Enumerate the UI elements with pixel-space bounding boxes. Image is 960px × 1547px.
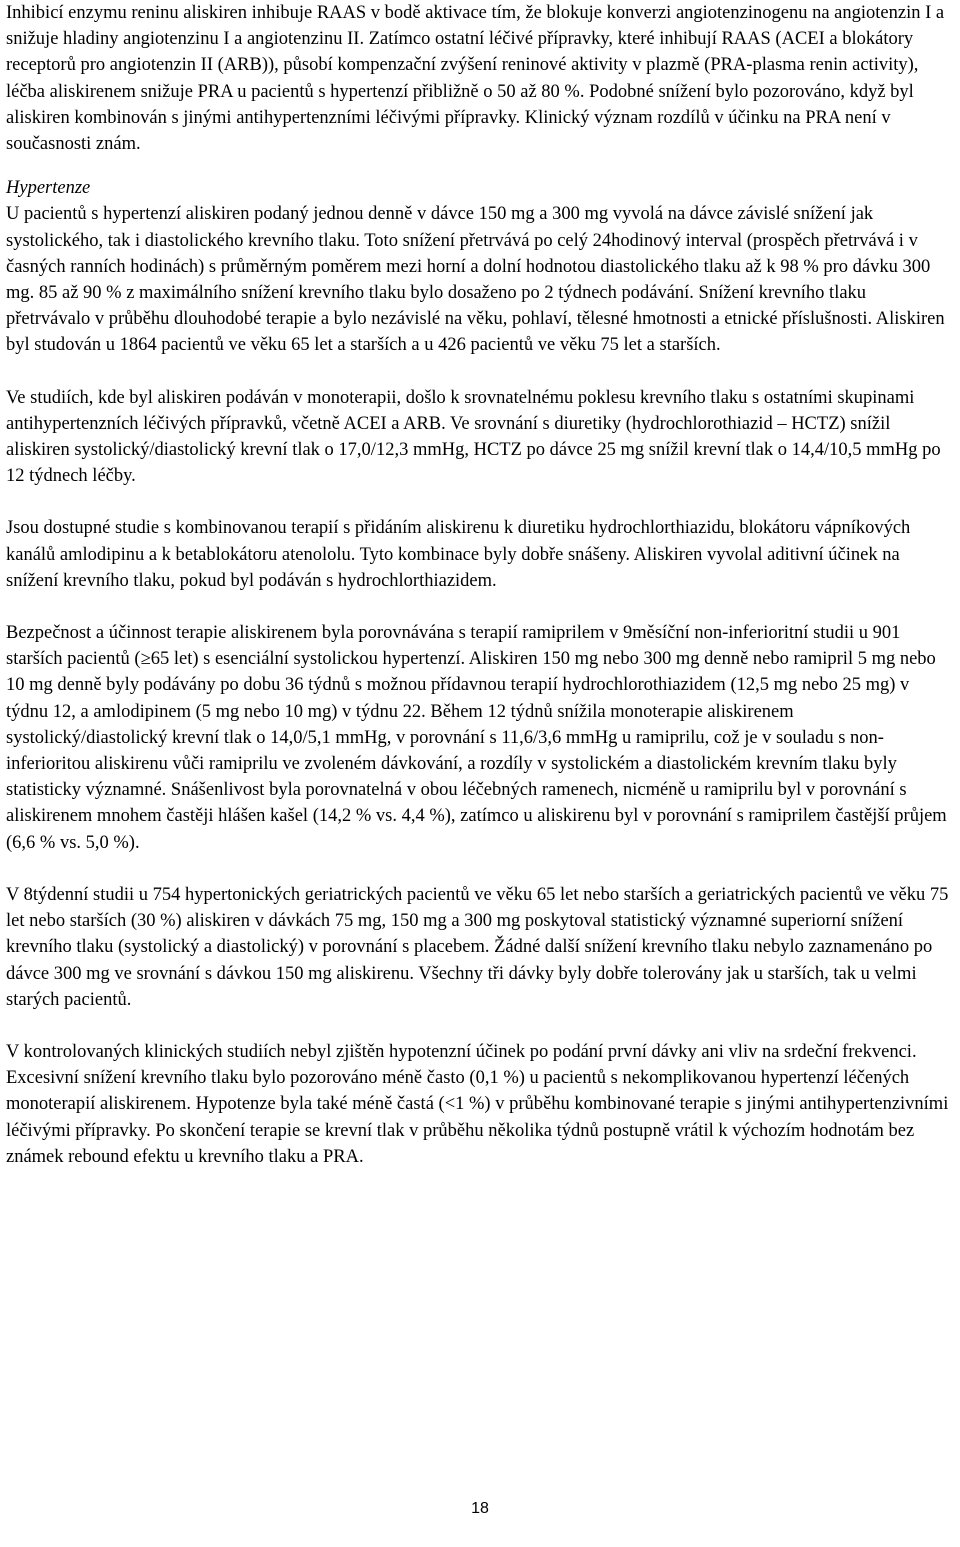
- spacer: [6, 157, 954, 175]
- spacer: [6, 489, 954, 515]
- page-number: 18: [471, 1500, 489, 1517]
- paragraph-hypertension-dosing: U pacientů s hypertenzí aliskiren podaný jednou denně v dávce 150 mg a 300 mg vyvolá na dávce závislé snížení jak systolického, tak i diastolického krevního tlaku. Toto snížení přetrvává po celý 24hodinový interval (prospěch přetrvává i v časných ranních hodinách) s průměrným poměrem mezi horní a dolní hodnotou diastolického tlaku až k 98 % pro dávku 300 mg. 85 až 90 % z maximálního snížení krevního tlaku bylo dosaženo po 2 týdnech podávání. Snížení krevního tlaku přetrvávalo v průběhu dlouhodobé terapie a bylo nezávislé na věku, pohlaví, tělesné hmotnosti a etnické příslušnosti. Aliskiren byl studován u 1864 pacientů ve věku 65 let a starších a u 426 pacientů ve věku 75 let a starších.: [6, 204, 945, 356]
- paragraph-hypotension: V kontrolovaných klinických studiích nebyl zjištěn hypotenzní účinek po podání první dávky ani vliv na srdeční frekvenci. Excesivní snížení krevního tlaku bylo pozorováno méně často (0,1 %) u pacientů s nekomplikovanou hypertenzí léčených monoterapií aliskirenem. Hypotenze byla také méně častá (<1 %) v průběhu kombinované terapie s jinými antihypertenzivními léčivými přípravky. Po skončení terapie se krevní tlak v průběhu několika týdnů postupně vrátil k výchozím hodnotám bez známek rebound efektu u krevního tlaku a PRA.: [6, 1041, 949, 1167]
- section-heading-hypertenze: Hypertenze: [6, 178, 91, 199]
- paragraph-combination: Jsou dostupné studie s kombinovanou terapií s přidáním aliskirenu k diuretiku hydrochlorthiazidu, blokátoru vápníkových kanálů amlodipinu a k betablokátoru atenololu. Tyto kombinace byly dobře snášeny. Aliskiren vyvolal aditivní účinek na snížení krevního tlaku, pokud byl podáván s hydrochlorthiazidem.: [6, 518, 911, 591]
- spacer: [6, 359, 954, 385]
- spacer: [6, 594, 954, 620]
- spacer: [6, 1013, 954, 1039]
- document-page: [6, 0, 954, 1170]
- spacer: [6, 856, 954, 882]
- paragraph-ramipril-study: Bezpečnost a účinnost terapie aliskirenem byla porovnávána s terapií ramiprilem v 9měsíční non-inferioritní studii u 901 starších pacientů (≥65 let) s esenciální systolickou hypertenzí. Aliskiren 150 mg nebo 300 mg denně nebo ramipril 5 mg nebo 10 mg denně byly podávány po dobu 36 týdnů s možnou přídavnou terapií hydrochlorothiazidem (12,5 mg nebo 25 mg) v týdnu 12, a amlodipinem (5 mg nebo 10 mg) v týdnu 22. Během 12 týdnů snížila monoterapie aliskirenem systolický/diastolický krevní tlak o 14,0/5,1 mmHg, v porovnání s 11,6/3,6 mmHg u ramiprilu, což je v souladu s non-inferioritou aliskirenu vůči ramiprilu ve zvoleném dávkování, a rozdíly v systolickém a diastolickém krevním tlaku byly statisticky významné. Snášenlivost byla porovnatelná v obou léčebných ramenech, nicméně u ramiprilu byl v porovnání s aliskirenem mnohem častěji hlášen kašel (14,2 % vs. 4,4 %), zatímco u aliskirenu byl v porovnání s ramiprilem častější průjem (6,6 % vs. 5,0 %).: [6, 623, 947, 853]
- paragraph-mechanism: Inhibicí enzymu reninu aliskiren inhibuje RAAS v bodě aktivace tím, že blokuje konverzi angiotenzinogenu na angiotenzin I a snižuje hladiny angiotenzinu I a angiotenzinu II. Zatímco ostatní léčivé přípravky, které inhibují RAAS (ACEI a blokátory receptorů pro angiotenzin II (ARB)), působí kompenzační zvýšení reninové aktivity v plazmě (PRA-plasma renin activity), léčba aliskirenem snižuje PRA u pacientů s hypertenzí přibližně o 50 až 80 %. Podobné snížení bylo pozorováno, když byl aliskiren kombinován s jinými antihypertenzními léčivými přípravky. Klinický význam rozdílů v účinku na PRA není v současnosti znám.: [6, 3, 945, 155]
- paragraph-monotherapy: Ve studiích, kde byl aliskiren podáván v monoterapii, došlo k srovnatelnému poklesu krevního tlaku s ostatními skupinami antihypertenzních léčivých přípravků, včetně ACEI a ARB. Ve srovnání s diuretiky (hydrochlorothiazid – HCTZ) snížil aliskiren systolický/diastolický krevní tlak o 17,0/12,3 mmHg, HCTZ po dávce 25 mg snížil krevní tlak o 14,4/10,5 mmHg po 12 týdnech léčby.: [6, 387, 941, 487]
- paragraph-geriatric-study: V 8týdenní studii u 754 hypertonických geriatrických pacientů ve věku 65 let nebo starších a geriatrických pacientů ve věku 75 let nebo starších (30 %) aliskiren v dávkách 75 mg, 150 mg a 300 mg poskytoval statistický významné superiorní snížení krevního tlaku (systolický a diastolický) v porovnání s placebem. Žádné další snížení krevního tlaku nebylo zaznamenáno po dávce 300 mg ve srovnání s dávkou 150 mg aliskirenu. Všechny tři dávky byly dobře tolerovány jak u starších, tak u velmi starých pacientů.: [6, 884, 949, 1010]
